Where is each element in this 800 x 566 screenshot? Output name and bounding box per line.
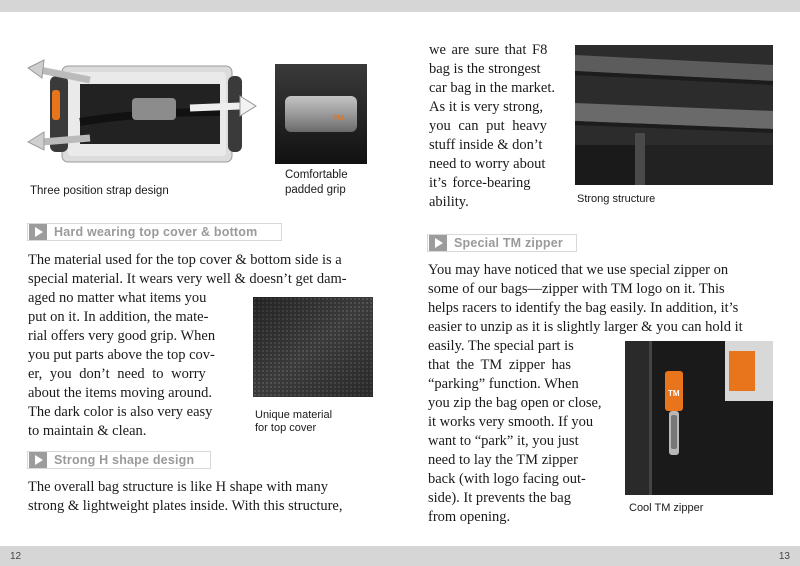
text-line: we are sure that F8 <box>429 42 548 58</box>
text-line: that the TM zipper has <box>428 357 572 373</box>
structure-photo <box>575 45 773 185</box>
text-line: stuff inside & don’t <box>429 137 543 153</box>
material-caption <box>255 409 332 435</box>
text-line: bag is the strongest <box>429 61 541 77</box>
text-line: strong & lightweight plates inside. With this structure, <box>28 498 343 514</box>
play-arrow-icon <box>429 235 447 251</box>
section-header-hard-wearing <box>27 223 282 241</box>
zipper-photo <box>625 341 773 495</box>
hard-wearing-paragraph-wrap <box>28 289 232 441</box>
text-line: to maintain & clean. <box>28 423 147 439</box>
text-line: it’s force-bearing <box>429 175 531 191</box>
text-line: As it is very strong, <box>429 99 543 115</box>
text-line: helps racers to identify the bag easily. In addition, it’s <box>428 300 739 316</box>
section-title: Hard wearing top cover & bottom <box>54 225 258 239</box>
text-line: er, you don’t need to worry <box>28 366 206 382</box>
grip-caption <box>285 168 348 198</box>
text-line: ability. <box>429 194 469 210</box>
zipper-caption: Cool TM zipper <box>629 502 704 514</box>
hard-wearing-paragraph-full <box>28 251 374 289</box>
strong-h-paragraph <box>28 478 374 516</box>
grip-caption-line2: padded grip <box>285 184 346 196</box>
svg-text:TM: TM <box>333 115 344 122</box>
bag-strap-photo <box>20 50 260 170</box>
page-number-right: 13 <box>778 551 790 562</box>
grip-photo <box>275 64 367 164</box>
text-line: from opening. <box>428 509 511 525</box>
top-bar <box>0 0 800 12</box>
zipper-paragraph-full <box>428 261 774 337</box>
strap-caption: Three position strap design <box>30 185 169 197</box>
play-arrow-icon <box>29 452 47 468</box>
text-line: “parking” function. When <box>428 376 579 392</box>
material-caption-line2: for top cover <box>255 422 317 434</box>
structure-caption: Strong structure <box>577 193 656 205</box>
text-line: car bag in the market. <box>429 80 556 96</box>
text-line: it works very smooth. If you <box>428 414 594 430</box>
play-arrow-icon <box>29 224 47 240</box>
section-header-strong-h <box>27 451 211 469</box>
text-line: rial offers very good grip. When <box>28 328 216 344</box>
text-line: The material used for the top cover & bottom side is a <box>28 252 342 268</box>
section-header-tm-zipper <box>427 234 577 252</box>
text-line: want to “park” it, you just <box>428 433 579 449</box>
material-caption-line1: Unique material <box>255 409 333 421</box>
structure-paragraph <box>429 41 567 212</box>
text-line: side). It prevents the bag <box>428 490 571 506</box>
material-photo <box>253 297 373 397</box>
text-line: aged no matter what items you <box>28 290 207 306</box>
text-line: easily. The special part is <box>428 338 574 354</box>
text-line: about the items moving around. <box>28 385 213 401</box>
text-line: you can put heavy <box>429 118 547 134</box>
zipper-paragraph-wrap <box>428 337 616 527</box>
text-line: back (with logo facing out- <box>428 471 586 487</box>
grip-caption-line1: Comfortable <box>285 169 348 181</box>
bottom-bar <box>0 546 800 566</box>
text-line: The dark color is also very easy <box>28 404 213 420</box>
text-line: You may have noticed that we use special zipper on <box>428 262 729 278</box>
text-line: need to worry about <box>429 156 546 172</box>
text-line: The overall bag structure is like H shape with many <box>28 479 328 495</box>
text-line: put on it. In addition, the mate- <box>28 309 209 325</box>
text-line: need to lay the TM zipper <box>428 452 578 468</box>
section-title: Strong H shape design <box>54 453 195 467</box>
svg-text:TM: TM <box>668 389 680 398</box>
page-number-left: 12 <box>10 551 22 562</box>
text-line: you zip the bag open or close, <box>428 395 602 411</box>
text-line: you put parts above the top cov- <box>28 347 215 363</box>
text-line: some of our bags—zipper with TM logo on it. This <box>428 281 725 297</box>
text-line: easier to unzip as it is slightly larger & you can hold it <box>428 319 743 335</box>
section-title: Special TM zipper <box>454 236 563 250</box>
text-line: special material. It wears very well & doesn’t get dam- <box>28 271 347 287</box>
